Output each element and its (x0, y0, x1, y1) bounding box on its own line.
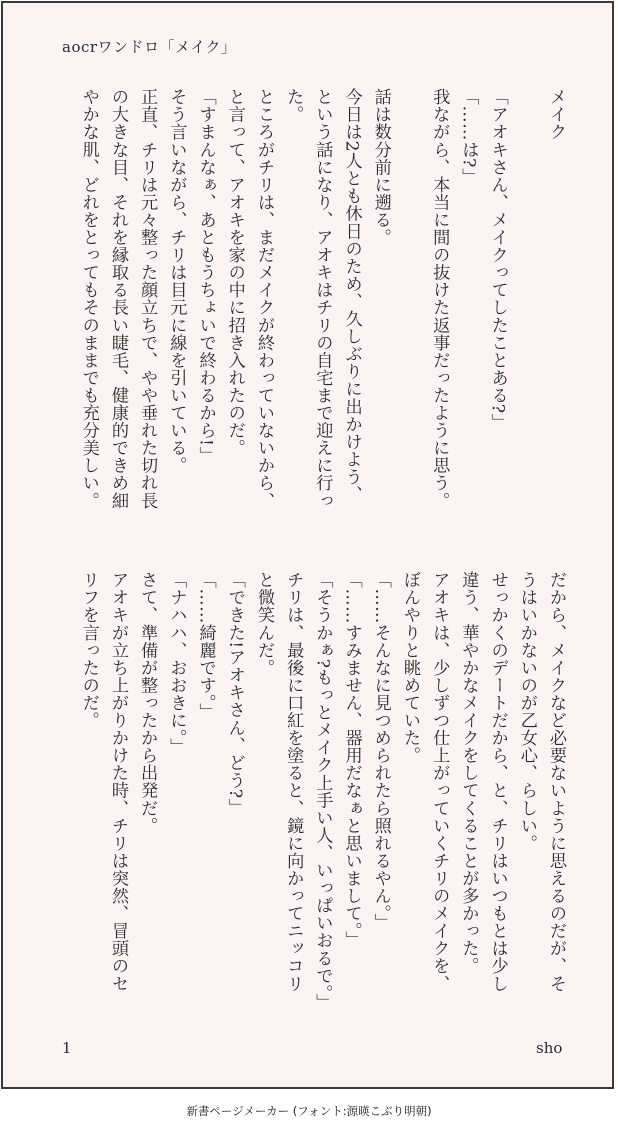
manuscript-page (1, 1, 614, 1089)
upper-text-block: メイク 「アオキさん、メイクってしたことある?」 「……は?」 我ながら、本当に間の抜けた返事だったように思う。 話は数分前に遡る。 今日は2人とも休日のため、久しぶりに出かけよう、 という話になり、アオキはチリの自宅まで迎えに行っ た。 ところがチリは、まだメイクが終わっていないから、 と言って、アオキを家の中に招き入れたのだ。 「すまんなぁ、あともうちょいで終わるから!」 そう言いながら、チリは目元に線を引いている。 正直、チリは元々整った顔立ちで、やや垂れた切れ長 の大きな目、それを縁取る長い睫毛、健康的できめ細 やかな肌、どれをとってもそのままでも充分美しい。 (78, 88, 566, 510)
header-title: aocrワンドロ「メイク」 (62, 38, 237, 56)
generator-credit: 新書ページメーカー (フォント:源暎こぶり明朝) (186, 1104, 432, 1118)
page-number: 1 (62, 1039, 72, 1057)
author-name: sho (536, 1039, 563, 1057)
lower-text-block: だから、メイクなど必要ないように思えるのだが、そ うはいかないのが乙女心、らしい。 せっかくのデートだから、と、チリはいつもとは少し 違う、華やかなメイクをしてくることが多かった。 アオキは、少しずつ仕上がっていくチリのメイクを、 ぼんやりと眺めていた。 「……そんなに見つめられたら照れるやん。」 「……すみません、器用だなぁと思いまして。」 「そうかぁ?もっとメイク上手い人、いっぱいおるで。」 チリは、最後に口紅を塗ると、鏡に向かってニッコリ と微笑んだ。 「できた!アオキさん、どう?」 「……綺麗です。」 「ナハハ、おおきに。」 さて、準備が整ったから出発だ。 アオキが立ち上がりかけた時、チリは突然、冒頭のセ リフを言ったのだ。 (78, 571, 566, 1011)
